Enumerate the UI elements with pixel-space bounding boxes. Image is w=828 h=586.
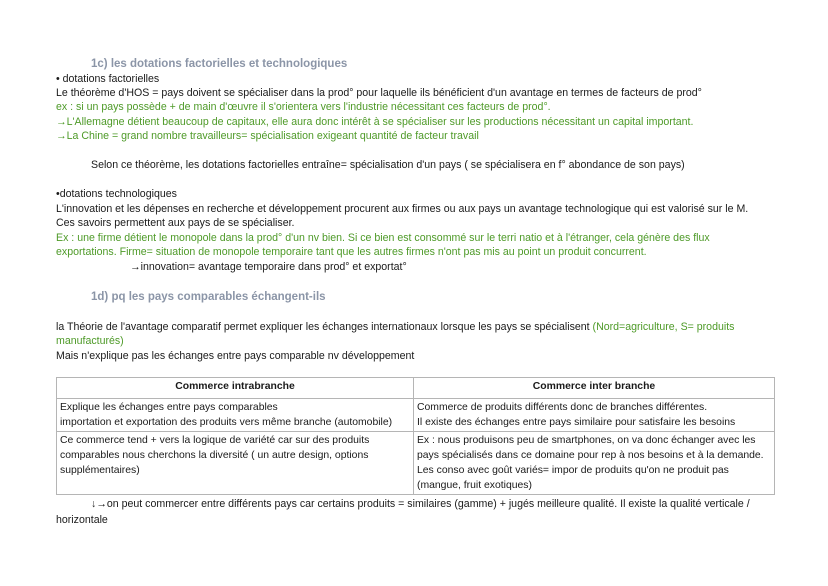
cell-line: (mangue, fruit exotiques) [417,480,532,491]
table-cell [414,432,775,495]
section-c-title: 1c) les dotations factorielles et technologiques [91,58,348,70]
hos-conclusion-text: Selon ce théorème, les dotations factorielles entraîne= spécialisation d'un pays ( se spécialisera en f° abondance de son pays) [91,159,685,171]
cell-line: Ce commerce tend + vers la logique de variété car sur des produits [60,435,370,446]
table-cell [414,399,775,432]
trade-comparison-table [56,377,775,495]
cell-line: Il existe des échanges entre pays similaire pour satisfaire les besoins [417,417,736,428]
header-inter-branch: Commerce inter branche [414,378,775,399]
innovation-text-2: Ces savoirs permettent aux pays de se spécialiser. [56,217,295,229]
cell-line: comparables nous cherchons la diversité ( un autre design, options [60,450,369,461]
theory-example-green: (Nord=agriculture, S= produits [592,321,735,333]
innovation-summary-text: →innovation= avantage temporaire dans prod° et exportat° [130,261,407,273]
hos-theorem-text: Le théorème d'HOS = pays doivent se spécialiser dans la prod° pour laquelle ils bénéficient d'un avantage en termes de facteurs de prod° [56,87,702,99]
table-row [57,432,775,495]
cell-line: Les conso avec goût variés= impor de produits qu'on ne produit pas [417,465,729,476]
limit-text: Mais n'explique pas les échanges entre pays comparable nv développement [56,350,415,362]
theory-text: la Théorie de l'avantage comparatif permet expliquer les échanges internationaux lorsque les pays se spécialisent [56,321,590,333]
comparative-advantage-text [56,320,734,334]
innovation-text-1: L'innovation et les dépenses en recherche et développement procurent aux firmes ou aux pays un avantage technologique qui est valorisé sur le M. [56,203,749,215]
footer-text-1: ↓→on peut commercer entre différents pays car certains produits = similaires (gamme) + jugés meilleure qualité. Il existe la qualité verticale / [91,498,750,510]
table-cell [57,399,414,432]
labour-example-text: ex : si un pays possède + de main d'œuvre il s'orientera vers l'industrie nécessitant ces facteurs de prod°. [56,101,551,113]
firm-example-text-1: Ex : une firme détient le monopole dans la prod° d'un nv bien. Si ce bien est consommé sur le terri natio et à l'étranger, cela génère des flux [56,232,710,244]
cell-line: pays spécialisés dans ce domaine pour rep à nos besoins et à la demande. [417,450,764,461]
theory-example-green-2: manufacturés) [56,335,124,347]
table-cell [57,432,414,495]
table-header-row [57,378,775,399]
cell-line: Explique les échanges entre pays comparables [60,402,278,413]
footer-text-2: horizontale [56,514,108,526]
cell-line: Ex : nous produisons peu de smartphones, on va donc échanger avec les [417,435,756,446]
bullet-factor-endowments: • dotations factorielles [56,73,160,85]
section-d-title: 1d) pq les pays comparables échangent-ils [91,291,326,303]
bullet-tech-endowments: •dotations technologiques [56,188,177,200]
firm-example-text-2: exportations. Firme= situation de monopole temporaire tant que les autres firmes n'ont pas mis au point un produit concurrent. [56,246,647,258]
cell-line: supplémentaires) [60,465,140,476]
table-row [57,399,775,432]
cell-line: importation et exportation des produits vers même branche (automobile) [60,417,393,428]
china-example-text: →La Chine = grand nombre travailleurs= spécialisation exigeant quantité de facteur travail [56,130,479,142]
germany-example-text: →L'Allemagne détient beaucoup de capitaux, elle aura donc intérêt à se spécialiser sur les productions nécessitant un capital important. [56,116,694,128]
cell-line: Commerce de produits différents donc de branches différentes. [417,402,708,413]
header-intra-branch: Commerce intrabranche [57,378,414,399]
